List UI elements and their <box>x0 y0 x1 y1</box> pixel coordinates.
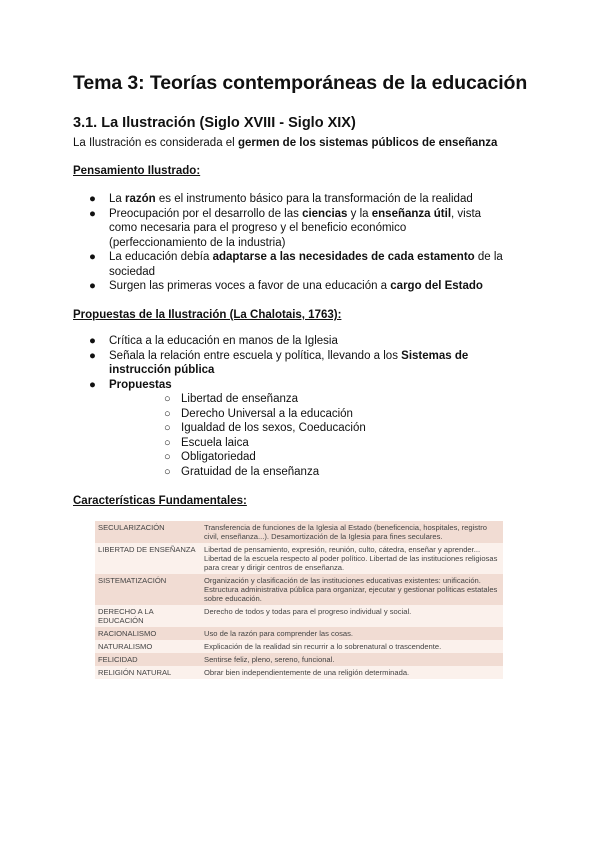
table-key: NATURALISMO <box>95 640 201 653</box>
table-row <box>95 653 503 666</box>
sub-list-item: ○ Derecho Universal a la educación <box>164 407 353 420</box>
list-item: ● Propuestas ○ Libertad de enseñanza ○ Derecho Universal a la educación ○ Igualdad de los sexos, Coeducación ○ Escuela laica ○ Obligatoriedad ○ Gratuidad de la enseñanza <box>73 378 503 480</box>
table-key: SISTEMATIZACIÓN <box>95 574 201 605</box>
intro-paragraph: La Ilustración es considerada el germen de los sistemas públicos de enseñanza <box>73 137 498 149</box>
table-value: Transferencia de funciones de la Iglesia al Estado (beneficencia, hospitales, registro civil, enseñanza...). Desamortización de la Iglesia para fines seculares. <box>201 521 503 543</box>
table-row <box>95 605 503 627</box>
sub-list-item: ○ Gratuidad de la enseñanza <box>164 465 320 478</box>
table-key: SECULARIZACIÓN <box>95 521 201 543</box>
sub-list-item: ○ Igualdad de los sexos, Coeducación <box>164 422 366 434</box>
table-value: Sentirse feliz, pleno, sereno, funcional. <box>201 653 503 666</box>
table-value: Explicación de la realidad sin recurrir a lo sobrenatural o trascendente. <box>201 640 503 653</box>
table-row <box>95 640 503 653</box>
table-value: Organización y clasificación de las instituciones educativas existentes: unificación. Estructura administrativa pública para organizar, ejecutar y gestionar políticas estatales sobre educación. <box>201 574 503 605</box>
caracteristicas-table <box>95 521 503 679</box>
table-value: Obrar bien independientemente de una religión determinada. <box>201 666 503 679</box>
table-row <box>95 521 503 543</box>
table-key: RACIONALISMO <box>95 627 201 640</box>
list-item: ● Preocupación por el desarrollo de las ciencias y la enseñanza útil, vista como necesaria para el progreso y el beneficio económico (perfeccionamiento de la industria) <box>89 207 482 249</box>
list-item: ● Surgen las primeras voces a favor de una educación a cargo del Estado <box>89 280 483 292</box>
pensamiento-heading: Pensamiento Ilustrado: <box>73 165 201 177</box>
page-title: Tema 3: Teorías contemporáneas de la educación <box>73 72 528 94</box>
section-heading: 3.1. La Ilustración (Siglo XVIII - Siglo XIX) <box>73 115 356 131</box>
table-value: Derecho de todos y todas para el progreso individual y social. <box>201 605 503 627</box>
table-key: RELIGIÓN NATURAL <box>95 666 201 679</box>
sub-list-item: ○ Libertad de enseñanza <box>164 393 299 405</box>
caracteristicas-heading: Características Fundamentales: <box>73 495 247 507</box>
table-row <box>95 666 503 679</box>
propuestas-list <box>73 334 503 479</box>
table-row <box>95 574 503 605</box>
table-value: Uso de la razón para comprender las cosas. <box>201 627 503 640</box>
sub-list-item: ○ Obligatoriedad <box>164 451 256 463</box>
list-item: ● La razón es el instrumento básico para la transformación de la realidad <box>89 193 473 205</box>
propuestas-sublist <box>109 392 503 479</box>
pensamiento-list <box>73 192 503 294</box>
list-item: ● Crítica a la educación en manos de la Iglesia <box>89 335 338 347</box>
list-item: ● Señala la relación entre escuela y política, llevando a los Sistemas de instrucción pública <box>89 349 469 376</box>
table-row <box>95 543 503 574</box>
table-value: Libertad de pensamiento, expresión, reunión, culto, cátedra, enseñar y aprender... Libertad de la escuela respecto al poder político. Libertad de las instituciones religiosas para crear y dirigir centros de enseñanza. <box>201 543 503 574</box>
table-key: DERECHO A LA EDUCACIÓN <box>95 605 201 627</box>
sub-list-item: ○ Escuela laica <box>164 436 249 449</box>
table-key: LIBERTAD DE ENSEÑANZA <box>95 543 201 574</box>
table-key: FELICIDAD <box>95 653 201 666</box>
list-item: ● La educación debía adaptarse a las necesidades de cada estamento de la sociedad <box>89 251 503 278</box>
propuestas-heading: Propuestas de la Ilustración (La Chalotais, 1763): <box>73 309 342 321</box>
table-row <box>95 627 503 640</box>
